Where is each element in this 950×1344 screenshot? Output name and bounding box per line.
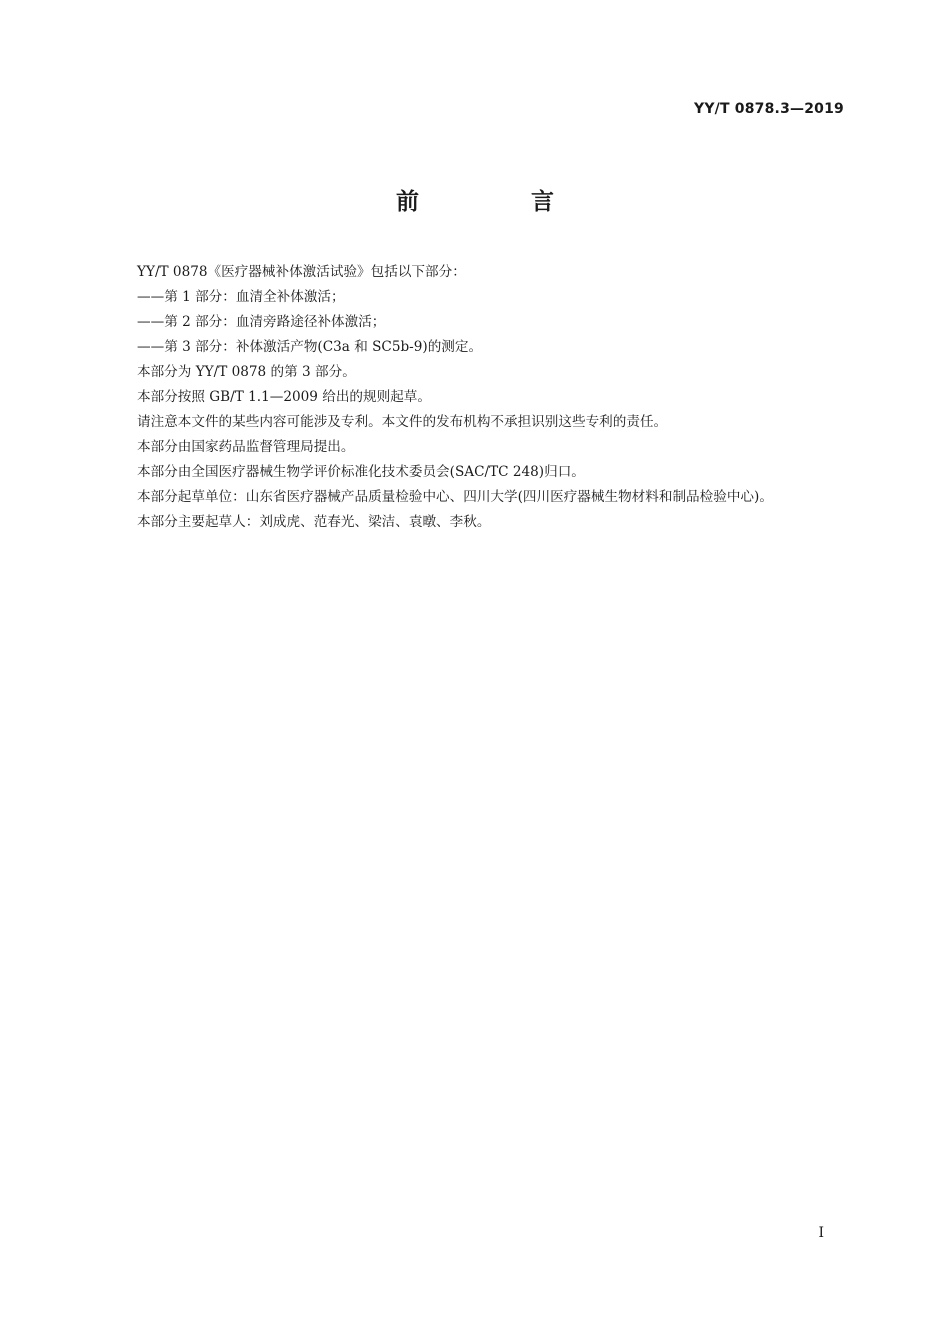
- paragraph-part-3: ——第 3 部分：补体激活产物(C3a 和 SC5b-9)的测定。: [137, 339, 483, 355]
- paragraph-part-1: ——第 1 部分：血清全补体激活；: [137, 289, 345, 305]
- paragraph-centralized-by: 本部分由全国医疗器械生物学评价标准化技术委员会(SAC/TC 248)归口。: [137, 464, 585, 480]
- paragraph-part-2: ——第 2 部分：血清旁路途径补体激活；: [137, 314, 386, 330]
- paragraph-drafters: 本部分主要起草人：刘成虎、范春光、梁洁、袁暾、李秋。: [137, 514, 491, 530]
- page-number: I: [818, 1225, 824, 1241]
- paragraph-intro: YY/T 0878《医疗器械补体激活试验》包括以下部分：: [137, 264, 466, 280]
- page-title: 前 言: [395, 189, 606, 215]
- paragraph-patent-notice: 请注意本文件的某些内容可能涉及专利。本文件的发布机构不承担识别这些专利的责任。: [137, 414, 668, 430]
- foreword-body: [109, 260, 844, 535]
- paragraph-proposed-by: 本部分由国家药品监督管理局提出。: [137, 439, 355, 455]
- paragraph-this-part: 本部分为 YY/T 0878 的第 3 部分。: [137, 364, 356, 380]
- paragraph-drafting-rules: 本部分按照 GB/T 1.1—2009 给出的规则起草。: [137, 389, 431, 405]
- paragraph-drafting-units: 本部分起草单位：山东省医疗器械产品质量检验中心、四川大学(四川医疗器械生物材料和制品检验中心)。: [137, 489, 773, 505]
- standard-code: YY/T 0878.3—2019: [693, 101, 844, 117]
